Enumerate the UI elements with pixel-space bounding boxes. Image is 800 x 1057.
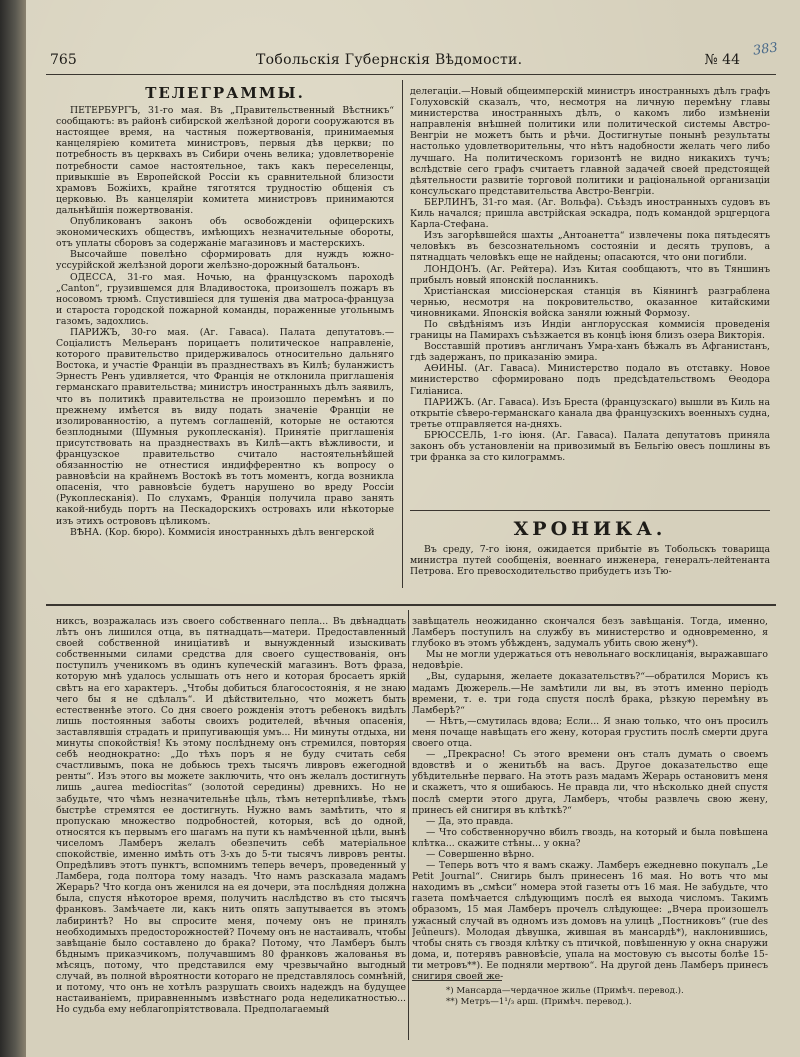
telegrams-column-1 [56, 86, 394, 598]
column-divider-bottom [408, 610, 409, 1040]
feuilleton-paragraph: Мы не могли удержаться отъ невольнаго восклицанія, выражавшаго недовѣріе. [412, 649, 768, 672]
page-header [46, 40, 779, 72]
feuilleton-paragraph: — Да, это правда. [426, 815, 514, 827]
telegram-paragraph: делегаціи.—Новый общеимперскій министръ иностранныхъ дѣлъ графъ Голуховскій сказалъ, что, несмотря на личную перемѣну главы министерства иностранныхъ дѣлъ, о какомъ либо измѣненіи направленія внѣшней политики или политической системы Австро-Венгріи не можетъ быть и рѣчи. Достигнутые понынѣ результаты настолько удовлетворительны, что нѣтъ надобности желать чего либо лучшаго. На политическомъ горизонтѣ не видно никакихъ тучъ; вслѣдствіе сего графъ считаетъ главной задачей своей предстоящей дѣятельности развитіе торговой политики и раціональной организаціи консульскаго представительства Австро-Венгріи. [410, 86, 770, 197]
feuilleton-paragraph: — Что собственноручно вбилъ гвоздь, на который и была повѣшена клѣтка... скажите стѣны... у окна? [412, 826, 768, 849]
telegram-paragraph: Изъ загорѣвшейся шахты „Антоанетта“ извлечены пока пятьдесятъ человѣкъ въ безсознательномъ состояніи и десять труповъ, а пятнадцать человѣкъ еще не найдены; опасаются, что они погибли. [410, 230, 770, 264]
book-binding [0, 0, 26, 1057]
column-divider-top [402, 80, 403, 588]
section-rule [410, 510, 770, 511]
footnote-rule [412, 980, 502, 981]
feuilleton-paragraph: — Теперь вотъ что я вамъ скажу. Ламберъ ежедневно покупалъ „Le Petit Journal“. Снигирь былъ принесенъ 16 мая. Но вотъ что мы находимъ въ „смѣси“ номера этой газеты отъ 16 мая. Не забудьте, что газета помѣчается слѣдующимъ послѣ ея выхода числомъ. Такимъ образомъ, 15 мая Ламберъ прочелъ слѣдующее: „Вчера произошелъ ужасный случай въ одномъ изъ домовъ на улицѣ „Постниковъ“ (rue des Jeûneurs). Молодая дѣвушка, жившая въ мансардѣ*), наклонившись, чтобы снять съ гвоздя клѣтку съ птичкой, повѣшенную у окна снаружи дома, и, потерявъ равновѣсіе, упала на мостовую съ высоты болѣе 15-ти метровъ**). Ее подняли мертвою“. На другой день Ламберъ принесъ снигиря своей же- [412, 860, 768, 982]
feuilleton-paragraph: — Нѣтъ,—смутилась вдова; Если... Я знаю только, что онъ просилъ меня почаще навѣщать его жену, которая грустить послѣ смерти друга своего отца. [412, 715, 768, 750]
feuilleton-rule [46, 604, 776, 606]
feuilleton-paragraph: „Вы, сударыня, желаете доказательствъ?“—обратился Морисъ къ мадамъ Дюжерель.—Не замѣтили ли вы, въ этотъ именно періодъ времени, т. е. три года спустя послѣ брака, рѣзкую перемѣну въ Ламберѣ?“ [412, 671, 768, 716]
footnote: **) Метръ—1¹/₃ арш. (Примѣч. перевод.). [446, 997, 632, 1007]
feuilleton-paragraph: никсъ, возражалась изъ своего собственнаго пепла... Въ двѣнадцать лѣтъ онъ лишился отца, въ пятнадцать—матери. Предоставленный своей собственной иниціативѣ и вынужденный изыскивать собственными силами средства для своего существованія, онъ поступилъ ученикомъ въ одинъ купеческій магазинъ. Вотъ фраза, которую мнѣ удалось услышать отъ него и которая бросаетъ яркій свѣтъ на его характеръ. „Чтобы добиться благосостоянія, я не знаю чего бы я не сдѣлалъ“. И дѣйствительно, что можетъ быть естественнѣе этого. Со дня своего рожденія этотъ ребенокъ видѣлъ лишь постоянныя заботы своихъ родителей, вѣчныя опасенія, заставлявшія страдать и припугивающія умъ... Ни минуты отдыха, ни минуты спокойствія! Къ этому послѣднему онъ стремился, повторяя себѣ неоднократно: „До тѣхъ поръ я не буду считать себя счастливымъ, пока не добьюсь трехъ тысячъ ливровъ ежегодной ренты“. Изъ этого вы можете заключить, что онъ желалъ достигнуть лишь „aurea mediocritas“ (золотой середины) древнихъ. Но не забудьте, что чѣмъ незначительнѣе цѣль, тѣмъ нетерпѣливѣе, тѣмъ быстрѣе стремятся ее достигнуть. Нужно вамъ замѣтить, что я пропускаю множество подробностей, которыя, всѣ до одной, относятся къ первымъ его шагамъ на пути къ намѣченной цѣли, вынѣ чиселомъ Ламберъ желалъ обезпечить себѣ матеріальное спокойствіе, именно имѣть отъ 3-хъ до 5-ти тысячъ ливровъ ренты. Опредѣливъ этотъ пунктъ, вспомнимъ теперь вечеръ, проведенный у Ламбера, года полтора тому назадъ. Что намъ разсказала мадамъ Жерарь? Что когда онъ женился на ея дочери, эта послѣдняя должна была, спустя нѣкоторое время, получить наслѣдство въ сто тысячъ франковъ. Замѣчаете ли, какъ нить опять запутывается въ этомъ лабиринтѣ? Но вы спросите меня, почему онъ не принялъ необходимыхъ предосторожностей? Почему онъ не настаивалъ, чтобы завѣщаніе было составлено до брака? Потому, что Ламберъ былъ бѣднымъ приказчикомъ, получавшимъ 80 франковъ жалованья въ мѣсяцъ, потому, что представился ему чрезвычайно выгодный случай, въ полной вѣроятности котораго не представлялось сомнѣній, и потому, что онъ не хотѣлъ разрушать своихъ надеждъ на будущее настаиваніемъ, приравненнымъ извѣстнаго рода неделикатностью... Но судьба ему неблагопріятствовала. Предполагаемый [56, 616, 406, 1016]
telegram-paragraph: По свѣдѣніямъ изъ Индіи англорусская коммисія проведенія границы на Памирахъ съѣзжается въ концѣ іюня близъ озера Викторія. [410, 318, 770, 342]
telegram-paragraph: ВѢНА. (Кор. бюро). Коммисія иностранныхъ дѣлъ венгерской [70, 526, 375, 538]
telegram-paragraph: Опубликованъ законъ объ освобожденіи офицерскихъ экономическихъ обществъ, имѣющихъ незначительные обороты, отъ уплаты сборовъ за содержаніе магазиновъ и мастерскихъ. [56, 216, 394, 250]
newspaper-title: Тобольскія Губернскія Вѣдомости. [256, 52, 523, 68]
footnotes [446, 986, 766, 1008]
page-number: 765 [50, 52, 77, 68]
telegram-paragraph: ОДЕССА, 31-го мая. Ночью, на французскомъ пароходѣ „Canton“, грузившемся для Владивостока, произошелъ пожаръ въ носовомъ трюмѣ. Спустившіеся для тушенія два матроса-француза и староста городской пожарной команды, пораженные угольнымъ газомъ, задохлись. [56, 271, 394, 327]
chronicle-paragraph: Въ среду, 7-го іюня, ожидается прибытіе въ Тобольскъ товарища министра путей сообщенія, военнаго инженера, генералъ-лейтенанта Петрова. Его превосходительство прибудетъ изъ Тю- [410, 544, 770, 578]
telegram-paragraph: Высочайше повелѣно сформировать для нуждъ южно-уссурійской желѣзной дороги желѣзно-дорожный батальонъ. [56, 249, 394, 272]
feuilleton-column-1 [56, 616, 406, 1040]
telegram-paragraph: БЕРЛИНЪ, 31-го мая. (Аг. Вольфа). Съѣздъ иностранныхъ судовъ въ Киль начался; пришла австрійская эскадра, подъ командой эрцгерцога Карла-Стефана. [410, 196, 770, 231]
telegram-paragraph: АѲИНЫ. (Аг. Гаваса). Министерство подало въ отставку. Новое министерство сформировано подъ предсѣдательствомъ Ѳеодора Гиліаниса. [410, 363, 770, 397]
telegrams-heading: ТЕЛЕГРАММЫ. [145, 86, 305, 102]
feuilleton-paragraph: — „Прекрасно! Съ этого времени онъ сталъ думать о своемъ вдовствѣ и о женитьбѣ на васъ. Другое доказательство еще убѣдительнѣе перваго. На этотъ разъ мадамъ Жерарь остановитъ меня и скажетъ, что я ошибаюсь. Не правда ли, что нѣсколько дней спустя послѣ смерти этого друга, Ламберъ, чтобы развлечь свою жену, принесъ ей снигиря въ клѣткѣ?“ [412, 749, 768, 816]
chronicle-text [410, 544, 770, 584]
header-rule [46, 74, 776, 75]
telegram-paragraph: ПЕТЕРБУРГЪ, 31-го мая. Въ „Правительственный Вѣстникъ“ сообщаютъ: въ районѣ сибирской желѣзной дороги сооружаются въ настоящее время, на частныя пожертвованія, принимаемыя канцеляріею комитета министровъ, первыя дѣв церкви; по потребность въ церквахъ въ Сибири очень велика; удовлетвореніе потребности самое настоятельное, такъ какъ переселенцы, привыкшіе въ Европейской Россіи къ сравнительной близости храмовъ Божіихъ, крайне тяготятся трудностію общенія съ церковью. Въ канцеляріи комитета министровъ принимаются дальнѣйшія пожертвованія. [56, 105, 394, 216]
telegram-paragraph: ПАРИЖЪ, 30-го мая. (Аг. Гаваса). Палата депутатовъ.—Соціалистъ Мельеранъ порицаетъ политическое направленіе, которого правительство придерживалось относительно дальняго Востока, и участіе Франціи въ празднествахъ въ Килѣ; буланжистъ Эрнестъ Ренъ удивляется, что Франція не отклонила приглашенія германскаго правительства; министръ иностранныхъ дѣлъ заявилъ, что въ политикѣ правительства не произошло перемѣнъ и по прежнему имѣется въ виду подать значеніе Франціи не изолированностію, а путемъ соглашеній, которые не остаются безплодными (Шумныя рукоплесканія). Принятіе приглашенія присутствовать на празднествахъ въ Килѣ—актъ вѣжливости, и французское правительство считало настоятельнѣйшей обязанностію не отнестися индифферентно къ вопросу о равновѣсіи на крайнемъ Востокѣ въ тотъ моментъ, когда возникла опасенія, что равновѣсіе будетъ нарушено во вреду Россіи (Рукоплесканія). По слухамъ, Франція получила право занять какой-нибудь портъ на Пескадорскихъ островахъ или нѣкоторые изъ этихъ острововъ цѣликомъ. [56, 326, 394, 527]
newspaper-page [26, 0, 800, 1057]
telegram-paragraph: Восставшій противъ англичанъ Умра-ханъ бѣжалъ въ Афганистанъ, гдѣ задержанъ, по приказанію эмира. [410, 341, 770, 364]
page-content [46, 40, 779, 1040]
archive-stamp: 383 [752, 40, 779, 59]
telegram-paragraph: ЛОНДОНЪ. (Аг. Рейтера). Изъ Китая сообщаютъ, что въ Тяншинъ прибылъ новый японскій посланникъ. [410, 263, 770, 286]
feuilleton-column-2 [412, 616, 768, 984]
feuilleton-paragraph: — Совершенно вѣрно. [426, 848, 535, 860]
telegram-paragraph: ПАРИЖЪ. (Аг. Гаваса). Изъ Бреста (французскаго) вышли въ Киль на открытіе сѣверо-германскаго канала два французскихъ военныхъ судна, третье отправляется на-дняхъ. [410, 396, 770, 430]
telegram-paragraph: Христіанская миссіонерская станція въ Кіянингѣ разграблена чернью, несмотря на покровительство, оказанное китайскими чиновниками. Японскія войска заняли южный Формозу. [410, 285, 770, 319]
feuilleton-paragraph: завѣщатель неожиданно скончался безъ завѣщанія. Тогда, именно, Ламберъ поступилъ на службу въ министерство и одновременно, я глубоко въ этомъ убѣжденъ, задумалъ убить свою жену*). [412, 616, 768, 650]
issue-number: № 44 [704, 52, 740, 68]
footnote: *) Мансарда—чердачное жилье (Примѣч. перевод.). [446, 986, 684, 996]
chronicle-heading: ХРОНИКА. [513, 518, 667, 540]
telegram-paragraph: БРЮССЕЛЬ, 1-го іюня. (Аг. Гаваса). Палата депутатовъ приняла законъ объ установленіи на привозимый въ Бельгію овесъ пошлины въ три франка за сто килограммъ. [410, 429, 770, 464]
telegrams-column-2 [410, 86, 770, 506]
